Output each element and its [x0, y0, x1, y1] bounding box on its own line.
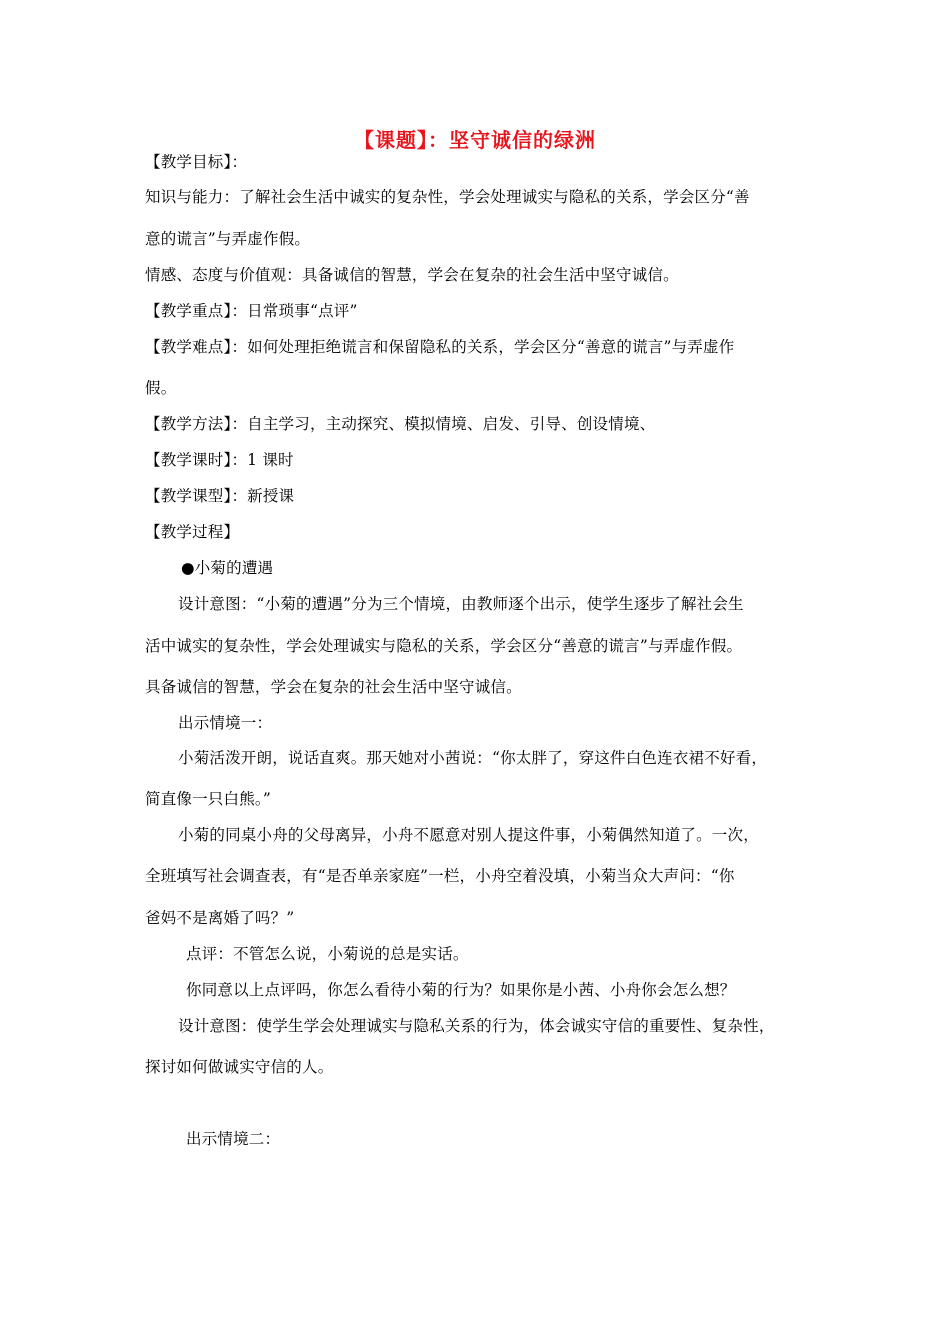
scenario-one-paragraph-2-line-1: 小菊的同桌小舟的父母离异，小舟不愿意对别人提这件事，小菊偶然知道了。一次，	[178, 826, 759, 844]
design-intent-line-1: 设计意图：“小菊的遭遇”分为三个情境，由教师逐个出示，使学生逐步了解社会生	[178, 595, 744, 613]
scenario-one-paragraph-2-line-2: 全班填写社会调查表，有“是否单亲家庭”一栏，小舟空着没填，小菊当众大声问：“你	[145, 867, 735, 885]
scenario-one-paragraph-2-line-3: 爸妈不是离婚了吗？”	[145, 909, 295, 927]
scenario-one-paragraph-1-line-1: 小菊活泼开朗，说话直爽。那天她对小茜说：“你太胖了，穿这件白色连衣裙不好看，	[178, 749, 768, 767]
design-intent-two-line-1: 设计意图：使学生学会处理诚实与隐私关系的行为，体会诚实守信的重要性、复杂性，	[178, 1017, 775, 1035]
knowledge-ability-line-1: 知识与能力：了解社会生活中诚实的复杂性，学会处理诚实与隐私的关系，学会区分“善	[145, 188, 750, 206]
lesson-type-line: 【教学课型】：新授课	[145, 487, 295, 505]
section-bullet-heading: ●小菊的遭遇	[181, 559, 274, 577]
scenario-one-heading: 出示情境一：	[178, 714, 273, 732]
teaching-difficulty-line-2: 假。	[145, 379, 177, 397]
design-intent-line-2: 活中诚实的复杂性，学会处理诚实与隐私的关系，学会区分“善意的谎言”与弄虚作假。	[145, 637, 743, 655]
teaching-method-line: 【教学方法】：自主学习，主动探究、模拟情境、启发、引导、创设情境、	[145, 415, 656, 433]
knowledge-ability-line-2: 意的谎言”与弄虚作假。	[145, 230, 311, 248]
teaching-hours-line: 【教学课时】：1 课时	[145, 451, 294, 469]
teaching-process-heading: 【教学过程】	[145, 523, 240, 541]
design-intent-line-3: 具备诚信的智慧，学会在复杂的社会生活中坚守诚信。	[145, 678, 522, 696]
teaching-difficulty-line-1: 【教学难点】：如何处理拒绝谎言和保留隐私的关系，学会区分“善意的谎言”与弄虚作	[145, 338, 735, 356]
question-line: 你同意以上点评吗，你怎么看待小菊的行为？如果你是小茜、小舟你会怎么想？	[186, 981, 736, 999]
design-intent-two-line-2: 探讨如何做诚实守信的人。	[145, 1058, 334, 1076]
scenario-one-paragraph-1-line-2: 简直像一只白熊。”	[145, 790, 271, 808]
document-title: 【课题】：坚守诚信的绿洲	[354, 128, 596, 152]
scenario-two-heading: 出示情境二：	[186, 1130, 281, 1148]
teaching-focus-line: 【教学重点】：日常琐事“点评”	[145, 302, 358, 320]
comment-line: 点评：不管怎么说，小菊说的总是实话。	[186, 945, 469, 963]
teaching-goals-heading: 【教学目标】：	[145, 153, 248, 171]
emotion-values-line: 情感、态度与价值观：具备诚信的智慧，学会在复杂的社会生活中坚守诚信。	[145, 266, 679, 284]
